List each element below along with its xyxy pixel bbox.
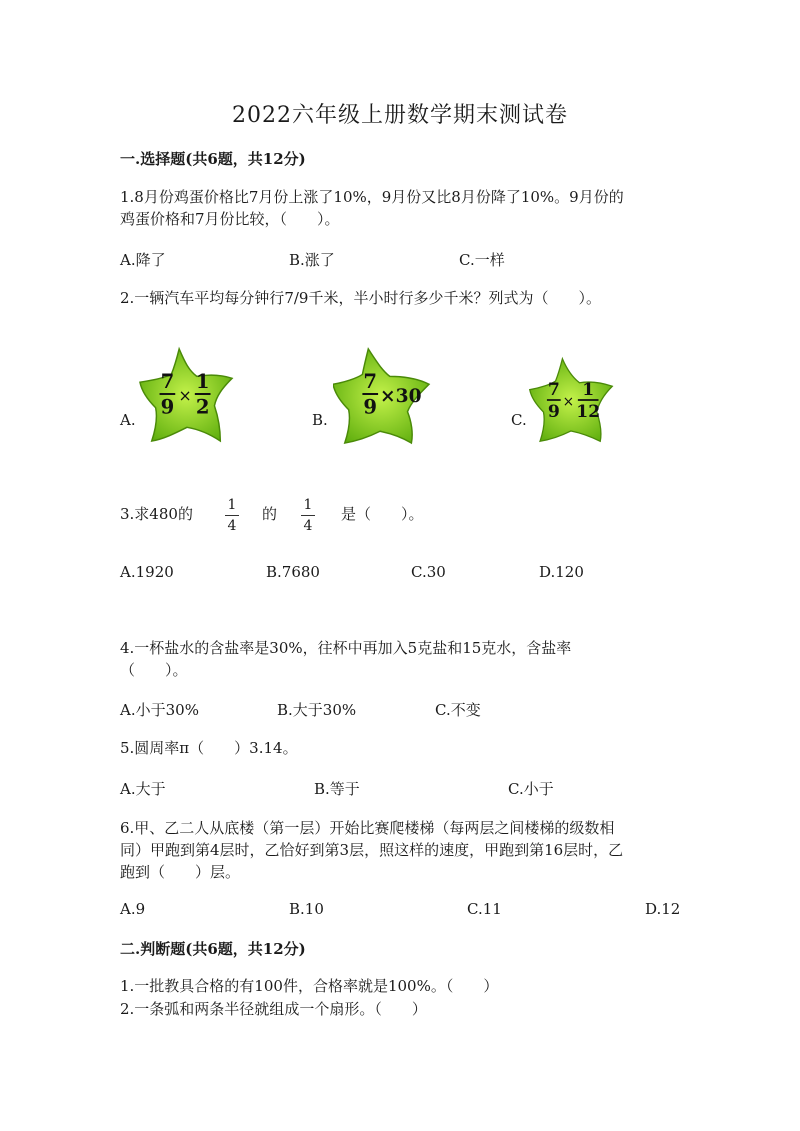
star-c-num2: 1 <box>582 379 595 400</box>
question-2-option-c-label: C. <box>511 411 527 429</box>
question-3-fraction-1 <box>223 497 241 534</box>
star-a-den1: 9 <box>160 395 175 419</box>
question-4-line-2: （ ）。 <box>120 661 188 679</box>
question-1-line-2: 鸡蛋价格和7月份比较，（ ）。 <box>120 210 340 228</box>
question-5-text: 5.圆周率π（ ）3.14。 <box>120 739 298 757</box>
star-c-den2: 12 <box>576 402 601 423</box>
star-option-a-image <box>138 344 236 444</box>
page-title: 2022六年级上册数学期末测试卷 <box>232 103 568 128</box>
question-6-line-3: 跑到（ ）层。 <box>120 863 241 881</box>
fraction-1-numerator: 1 <box>227 497 237 513</box>
question-3-option-c: C.30 <box>411 563 446 581</box>
star-a-den2: 2 <box>195 395 210 419</box>
question-1-option-c: C.一样 <box>459 251 505 269</box>
star-b-op: ×30 <box>380 385 422 407</box>
question-3-prefix: 3.求480的 <box>120 505 193 523</box>
star-option-c-image <box>528 356 614 444</box>
question-3-mid: 的 <box>262 505 278 523</box>
star-c-num1: 7 <box>547 379 560 400</box>
question-1-option-a: A.降了 <box>120 251 166 269</box>
question-1-line-1: 1.8月份鸡蛋价格比7月份上涨了10%，9月份又比8月份降了10%。9月份的 <box>120 188 624 206</box>
question-6-option-a: A.9 <box>120 900 146 918</box>
question-2-text: 2.一辆汽车平均每分钟行7/9千米，半小时行多少千米？列式为（ ）。 <box>120 289 601 307</box>
judgement-2-text: 2.一条弧和两条半径就组成一个扇形。（ ） <box>120 1000 427 1018</box>
judgement-1-text: 1.一批教具合格的有100件，合格率就是100%。（ ） <box>120 977 499 995</box>
question-3-option-d: D.120 <box>539 563 584 581</box>
star-c-op: × <box>562 394 575 411</box>
question-5-option-b: B.等于 <box>314 780 360 798</box>
star-option-b-image <box>333 346 431 446</box>
question-2-option-b-label: B. <box>312 411 328 429</box>
question-6-option-d: D.12 <box>645 900 681 918</box>
section-heading-choice: 一.选择题(共6题，共12分) <box>120 150 306 168</box>
question-5-option-a: A.大于 <box>120 780 166 798</box>
fraction-2-denominator: 4 <box>303 518 313 534</box>
question-6-option-c: C.11 <box>467 900 502 918</box>
question-6-option-b: B.10 <box>289 900 324 918</box>
star-a-op: × <box>178 385 192 405</box>
section-heading-judgement: 二.判断题(共6题，共12分) <box>120 940 306 958</box>
star-a-num1: 7 <box>160 370 175 394</box>
question-4-option-b: B.大于30% <box>277 701 357 719</box>
question-3-option-a: A.1920 <box>120 563 174 581</box>
question-1-option-b: B.涨了 <box>289 251 335 269</box>
question-3-suffix: 是（ ）。 <box>341 505 424 523</box>
fraction-1-denominator: 4 <box>227 518 237 534</box>
question-6-line-2: 同）甲跑到第4层时，乙恰好到第3层，照这样的速度，甲跑到第16层时，乙 <box>120 841 624 859</box>
question-3-option-b: B.7680 <box>266 563 320 581</box>
star-b-den1: 9 <box>363 395 378 419</box>
question-4-option-a: A.小于30% <box>120 701 199 719</box>
question-4-option-c: C.不变 <box>435 701 481 719</box>
star-c-den1: 9 <box>547 402 560 423</box>
question-4-line-1: 4.一杯盐水的含盐率是30%，往杯中再加入5克盐和15克水，含盐率 <box>120 639 572 657</box>
star-b-num1: 7 <box>363 370 378 394</box>
fraction-2-numerator: 1 <box>303 497 313 513</box>
question-3-fraction-2 <box>299 497 317 534</box>
question-5-option-c: C.小于 <box>508 780 554 798</box>
question-2-option-a-label: A. <box>120 411 136 429</box>
question-6-line-1: 6.甲、乙二人从底楼（第一层）开始比赛爬楼梯（每两层之间楼梯的级数相 <box>120 819 615 837</box>
star-a-num2: 1 <box>195 370 210 394</box>
